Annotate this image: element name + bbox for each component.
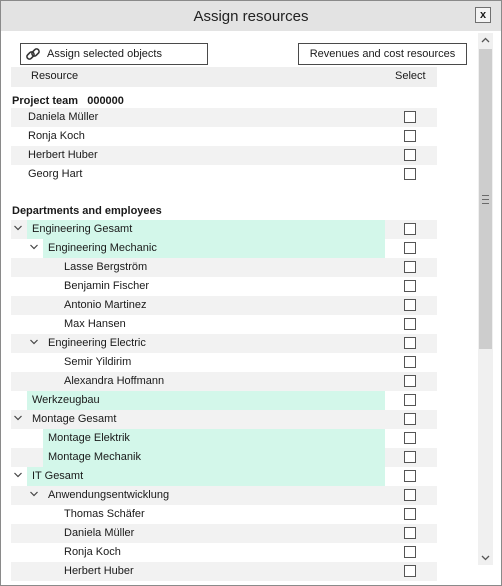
- scroll-down-arrow-icon[interactable]: [478, 550, 493, 565]
- department-name: Montage Elektrik: [48, 432, 130, 444]
- department-name: Engineering Electric: [48, 337, 146, 349]
- department-row: [11, 467, 437, 486]
- employee-name: Thomas Schäfer: [64, 508, 145, 520]
- select-checkbox[interactable]: [404, 337, 416, 349]
- select-checkbox[interactable]: [404, 168, 416, 180]
- department-row: [11, 277, 437, 296]
- department-row: [11, 524, 437, 543]
- employee-name: Max Hansen: [64, 318, 126, 330]
- project-member-row: [11, 127, 437, 146]
- department-row: [11, 448, 437, 467]
- department-name: Engineering Gesamt: [32, 223, 133, 235]
- select-checkbox[interactable]: [404, 299, 416, 311]
- select-checkbox[interactable]: [404, 223, 416, 235]
- project-member-row: [11, 146, 437, 165]
- chevron-down-icon[interactable]: [29, 487, 39, 501]
- select-checkbox[interactable]: [404, 565, 416, 577]
- employee-name: Benjamin Fischer: [64, 280, 149, 292]
- select-checkbox[interactable]: [404, 508, 416, 520]
- select-checkbox[interactable]: [404, 318, 416, 330]
- select-checkbox[interactable]: [404, 394, 416, 406]
- select-checkbox[interactable]: [404, 280, 416, 292]
- chevron-down-icon[interactable]: [29, 335, 39, 349]
- member-name: Herbert Huber: [28, 149, 98, 161]
- department-row: [11, 296, 437, 315]
- department-row: [11, 505, 437, 524]
- employee-name: Lasse Bergström: [64, 261, 148, 273]
- vertical-scrollbar[interactable]: [478, 33, 493, 565]
- chevron-down-icon[interactable]: [13, 468, 23, 482]
- select-checkbox[interactable]: [404, 527, 416, 539]
- department-name: Montage Gesamt: [32, 413, 117, 425]
- revenues-and-cost-resources-button[interactable]: Revenues and cost resources: [298, 43, 467, 65]
- member-name: Georg Hart: [28, 168, 83, 180]
- member-name: Daniela Müller: [28, 111, 99, 123]
- department-name: Montage Mechanik: [48, 451, 141, 463]
- select-checkbox[interactable]: [404, 470, 416, 482]
- select-checkbox[interactable]: [404, 356, 416, 368]
- column-resource: Resource: [31, 70, 79, 82]
- project-member-row: [11, 108, 437, 127]
- select-checkbox[interactable]: [404, 242, 416, 254]
- project-team-number: 000000: [87, 95, 124, 107]
- employee-name: Antonio Martinez: [64, 299, 147, 311]
- department-row: [11, 258, 437, 277]
- select-checkbox[interactable]: [404, 413, 416, 425]
- department-row: [11, 315, 437, 334]
- department-name: Anwendungsentwicklung: [48, 489, 170, 501]
- department-name: Engineering Mechanic: [48, 242, 157, 254]
- scroll-up-arrow-icon[interactable]: [478, 33, 493, 48]
- department-row: [11, 486, 437, 505]
- assign-selected-objects-label: Assign selected objects: [47, 48, 162, 60]
- department-row: [11, 239, 437, 258]
- department-row: [11, 391, 437, 410]
- select-checkbox[interactable]: [404, 261, 416, 273]
- employee-name: Ronja Koch: [64, 546, 121, 558]
- project-team-title: Project team: [12, 95, 79, 107]
- dialog-content: [1, 31, 501, 585]
- department-row: [11, 429, 437, 448]
- select-checkbox[interactable]: [404, 375, 416, 387]
- chevron-down-icon[interactable]: [13, 221, 23, 235]
- department-row: [11, 353, 437, 372]
- project-member-row: [11, 165, 437, 184]
- employee-name: Semir Yildirim: [64, 356, 132, 368]
- column-select: Select: [395, 70, 426, 82]
- employee-name: Herbert Huber: [64, 565, 134, 577]
- assign-selected-objects-button[interactable]: [20, 43, 208, 65]
- close-button[interactable]: x: [475, 7, 491, 23]
- link-icon: [25, 46, 41, 62]
- select-checkbox[interactable]: [404, 546, 416, 558]
- departments-heading: Departments and employees: [12, 205, 162, 217]
- select-checkbox[interactable]: [404, 489, 416, 501]
- select-checkbox[interactable]: [404, 149, 416, 161]
- select-checkbox[interactable]: [404, 432, 416, 444]
- select-checkbox[interactable]: [404, 130, 416, 142]
- project-team-heading: [12, 95, 124, 107]
- department-row: [11, 543, 437, 562]
- employee-name: Daniela Müller: [64, 527, 135, 539]
- column-header: [11, 67, 437, 87]
- grip-icon: [482, 195, 489, 204]
- department-row: [11, 562, 437, 581]
- department-name: IT Gesamt: [32, 470, 84, 482]
- employee-name: Alexandra Hoffmann: [64, 375, 165, 387]
- department-row: [11, 220, 437, 239]
- department-name: Werkzeugbau: [32, 394, 100, 406]
- department-row: [11, 334, 437, 353]
- chevron-down-icon[interactable]: [29, 240, 39, 254]
- member-name: Ronja Koch: [28, 130, 85, 142]
- dialog-title: Assign resources: [193, 8, 309, 25]
- scrollbar-thumb[interactable]: [479, 49, 492, 349]
- chevron-down-icon[interactable]: [13, 411, 23, 425]
- select-checkbox[interactable]: [404, 111, 416, 123]
- department-row: [11, 372, 437, 391]
- department-row: [11, 410, 437, 429]
- select-checkbox[interactable]: [404, 451, 416, 463]
- title-bar[interactable]: [1, 1, 501, 31]
